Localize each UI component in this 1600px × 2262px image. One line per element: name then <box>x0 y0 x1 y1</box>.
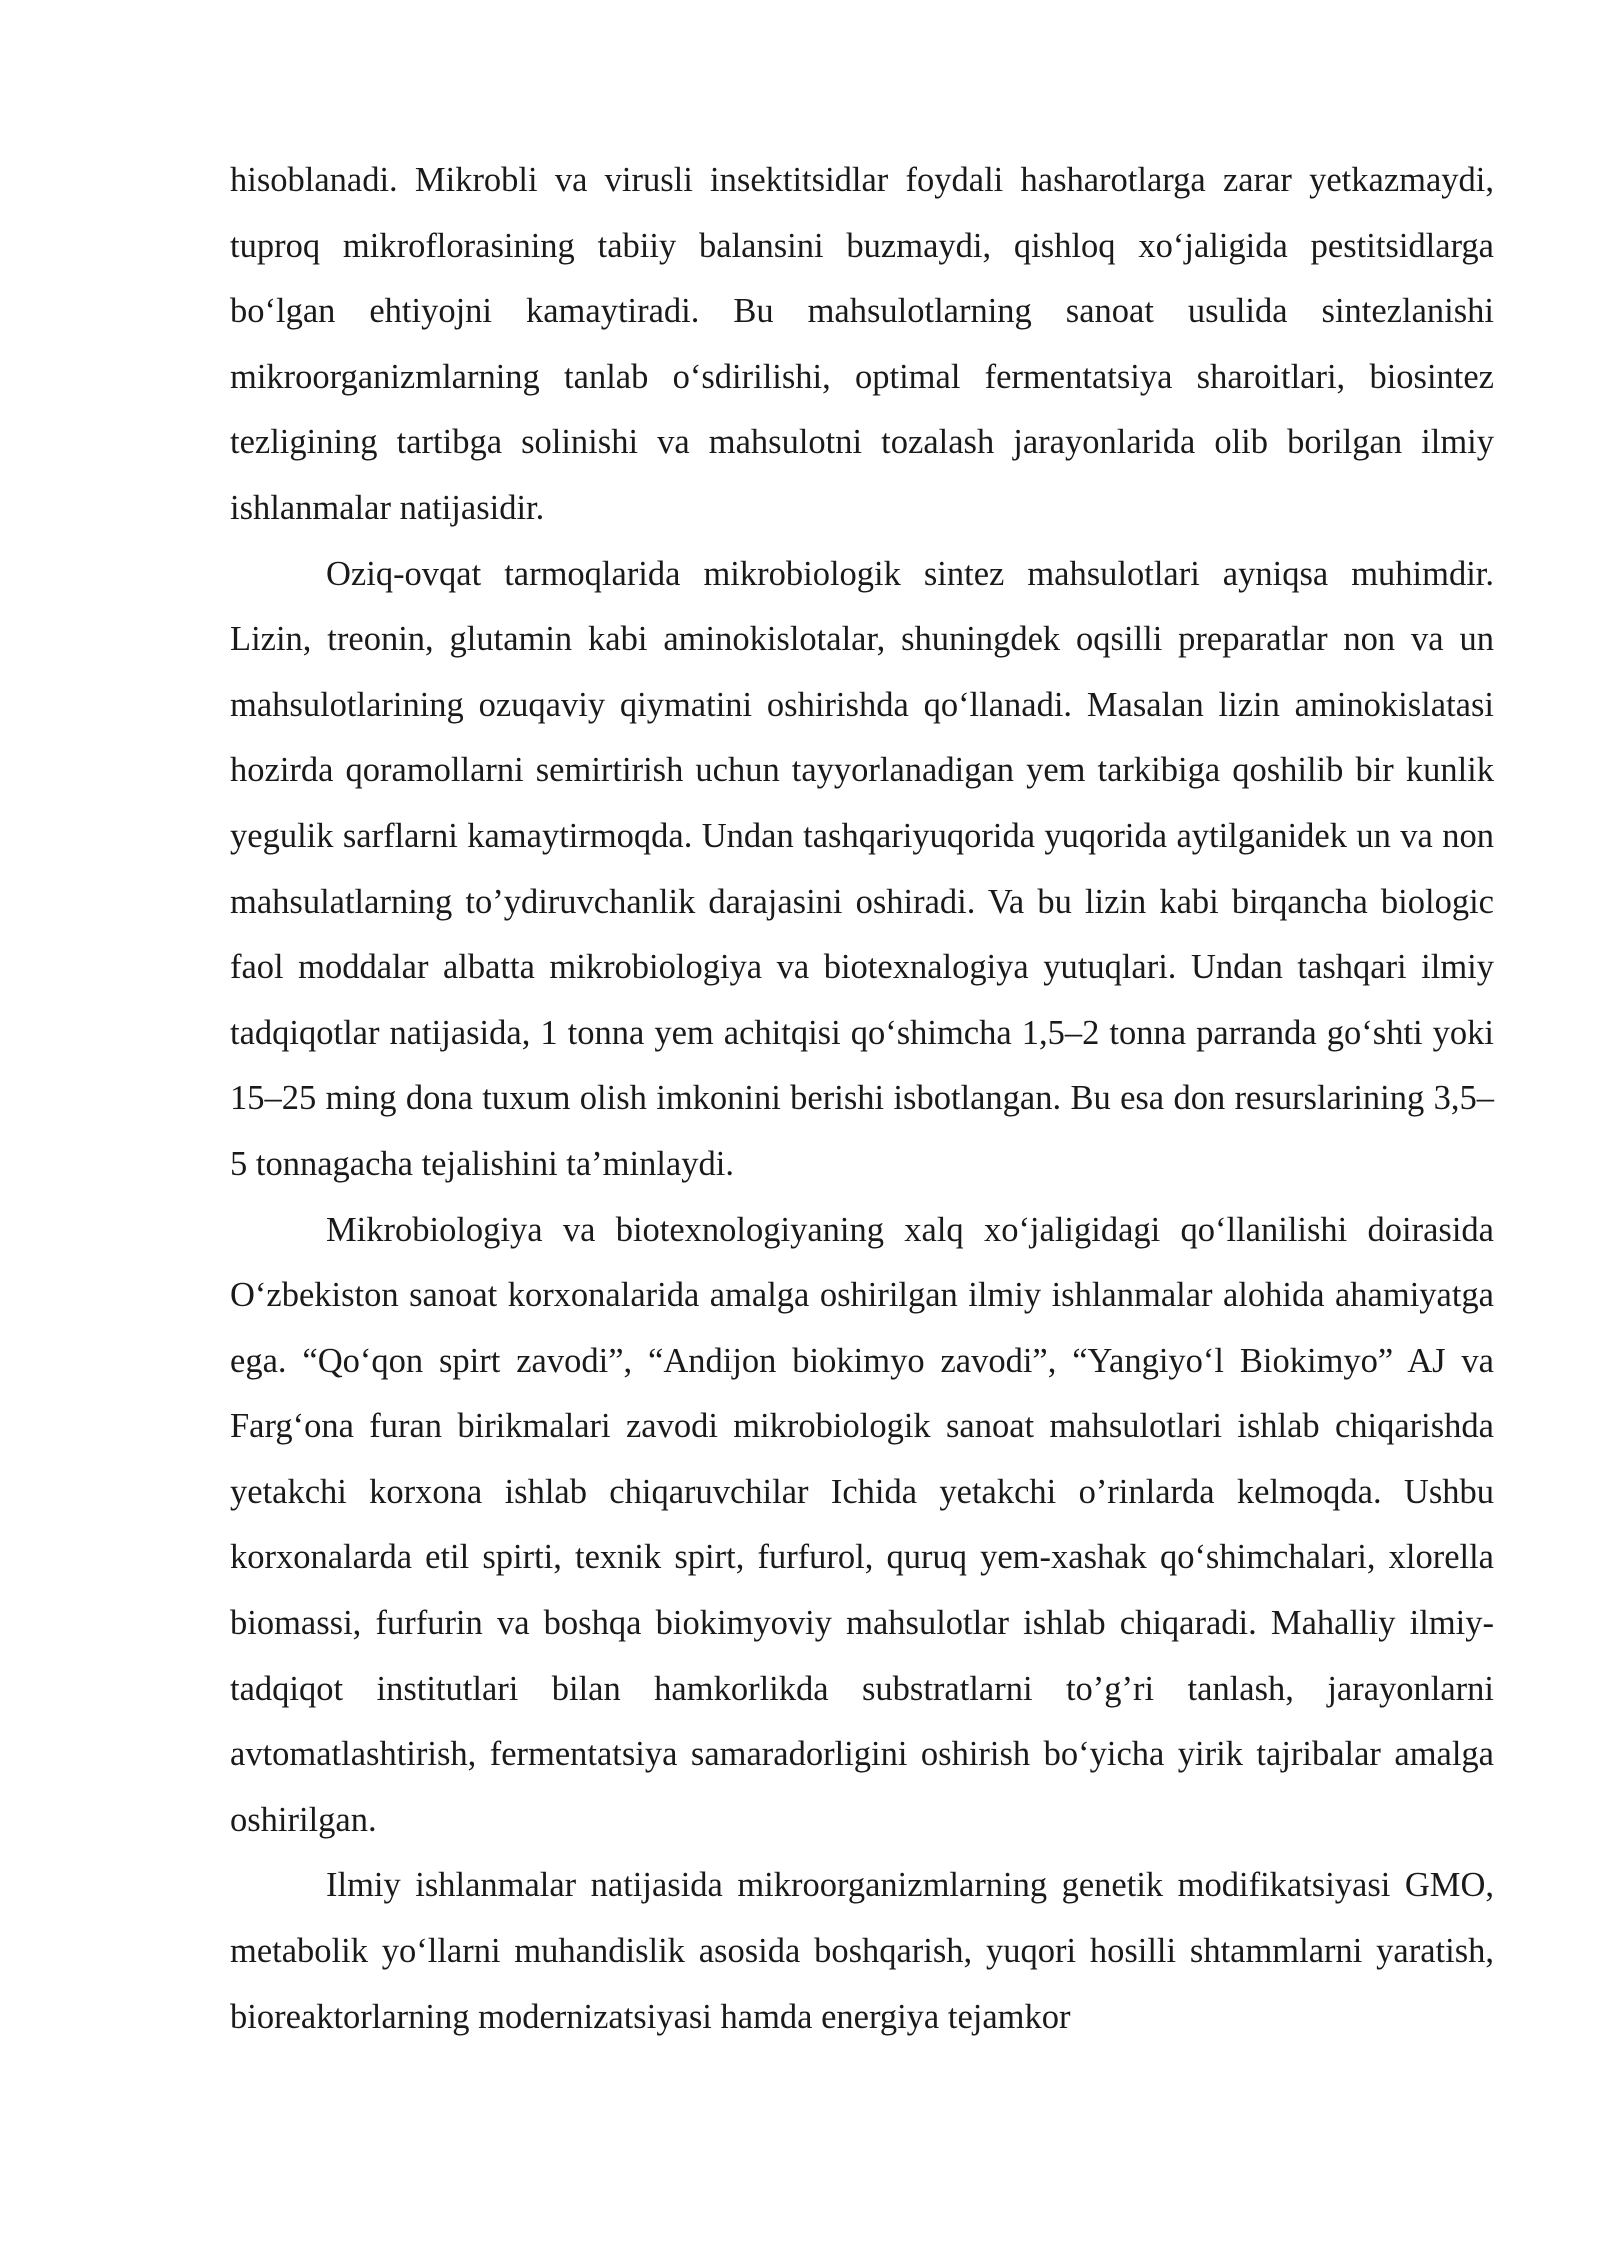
paragraph-2: Oziq-ovqat tarmoqlarida mikrobiologik sintez mahsulotlari ayniqsa muhimdir. Lizin, treonin, glutamin kabi aminokislotalar, shuningdek oqsilli preparatlar non va un mahsulotlarining ozuqaviy qiymatini oshirishda qo‘llanadi. Masalan lizin aminokislatasi hozirda qoramollarni semirtirish uchun tayyorlanadigan yem tarkibiga qoshilib bir kunlik yegulik sarflarni kamaytirmoqda. Undan tashqariyuqorida yuqorida aytilganidek un va non mahsulatlarning to’ydiruvchanlik darajasini oshiradi. Va bu lizin kabi birqancha biologic faol moddalar albatta mikrobiologiya va biotexnalogiya yutuqlari. Undan tashqari ilmiy tadqiqotlar natijasida, 1 tonna yem achitqisi qo‘shimcha 1,5–2 tonna parranda go‘shti yoki 15–25 ming dona tuxum olish imkonini berishi isbotlangan. Bu esa don resurslarining 3,5–5 tonnagacha tejalishini ta’minlaydi. <box>230 554 1494 1183</box>
document-page <box>230 148 1494 2050</box>
paragraph-1: hisoblanadi. Mikrobli va virusli insektitsidlar foydali hasharotlarga zarar yetkazmaydi, tuproq mikroflorasining tabiiy balansini buzmaydi, qishloq xo‘jaligida pestitsidlarga bo‘lgan ehtiyojni kamaytiradi. Bu mahsulotlarning sanoat usulida sintezlanishi mikroorganizmlarning tanlab o‘sdirilishi, optimal fermentatsiya sharoitlari, biosintez tezligining tartibga solinishi va mahsulotni tozalash jarayonlarida olib borilgan ilmiy ishlanmalar natijasidir. <box>230 161 1494 527</box>
paragraph-4: Ilmiy ishlanmalar natijasida mikroorganizmlarning genetik modifikatsiyasi GMO, metabolik yo‘llarni muhandislik asosida boshqarish, yuqori hosilli shtammlarni yaratish, bioreaktorlarning modernizatsiyasi hamda energiya tejamkor <box>230 1866 1494 2036</box>
paragraph-3: Mikrobiologiya va biotexnologiyaning xalq xo‘jaligidagi qo‘llanilishi doirasida O‘zbekiston sanoat korxonalarida amalga oshirilgan ilmiy ishlanmalar alohida ahamiyatga ega. “Qo‘qon spirt zavodi”, “Andijon biokimyo zavodi”, “Yangiyo‘l Biokimyo” AJ va Farg‘ona furan birikmalari zavodi mikrobiologik sanoat mahsulotlari ishlab chiqarishda yetakchi korxona ishlab chiqaruvchilar Ichida yetakchi o’rinlarda kelmoqda. Ushbu korxonalarda etil spirti, texnik spirt, furfurol, quruq yem-xashak qo‘shimchalari, xlorella biomassi, furfurin va boshqa biokimyoviy mahsulotlar ishlab chiqaradi. Mahalliy ilmiy-tadqiqot institutlari bilan hamkorlikda substratlarni to’g’ri tanlash, jarayonlarni avtomatlashtirish, fermentatsiya samaradorligini oshirish bo‘yicha yirik tajribalar amalga oshirilgan. <box>230 1210 1494 1839</box>
